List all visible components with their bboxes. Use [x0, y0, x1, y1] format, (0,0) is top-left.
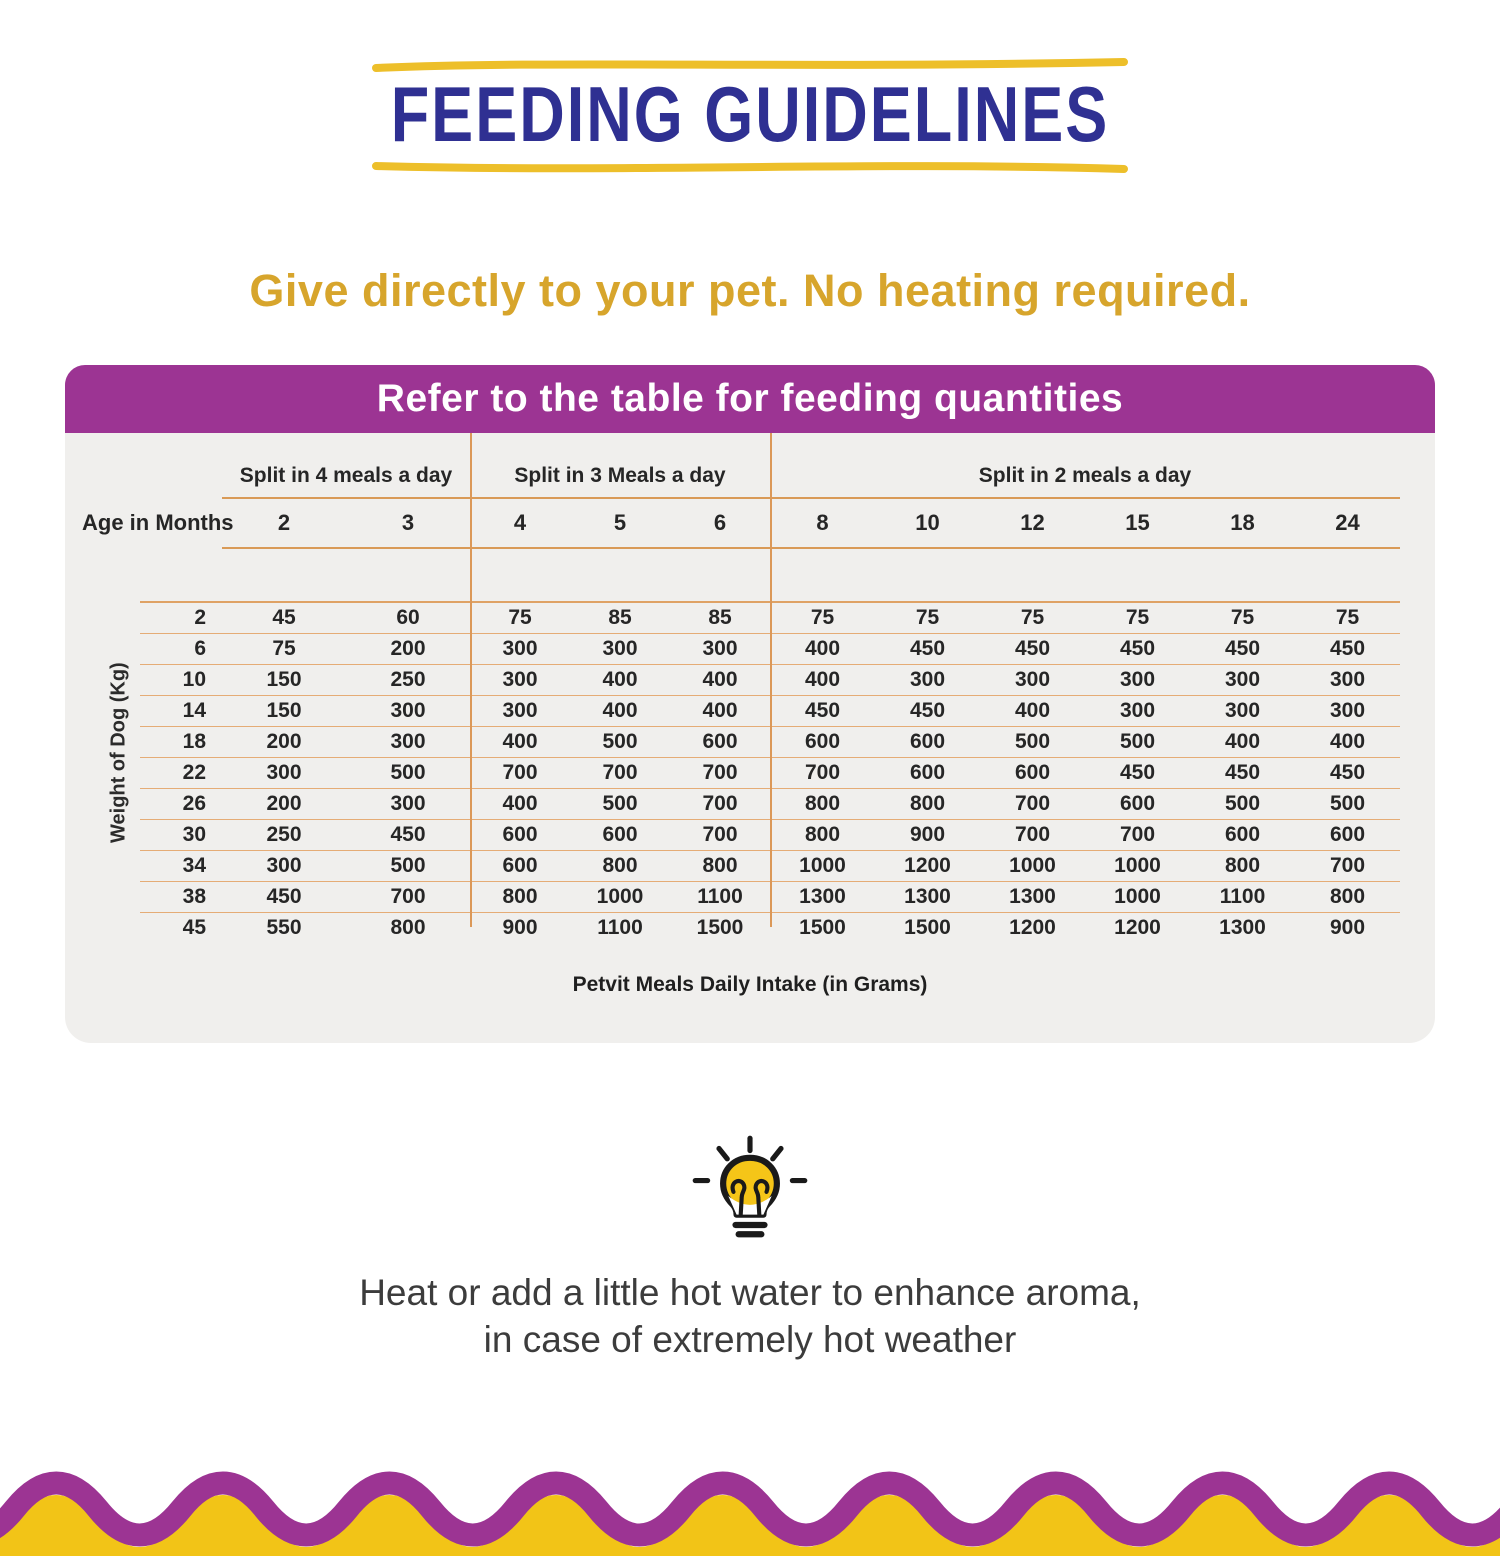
value-cell: 900 — [1329, 916, 1366, 939]
weight-cell: 22 — [140, 758, 222, 789]
value-cell: 600 — [980, 758, 1085, 789]
value-cell: 700 — [470, 758, 570, 789]
value-cell: 400 — [1190, 727, 1295, 758]
value-cell: 450 — [1295, 634, 1400, 665]
value-cell: 700 — [1295, 851, 1400, 882]
value-cell: 250 — [346, 665, 470, 696]
value-cell: 450 — [1190, 634, 1295, 665]
value-cell: 450 — [1085, 634, 1190, 665]
value-cell: 600 — [670, 727, 770, 758]
value-cell: 75 — [470, 603, 570, 634]
value-cell: 1300 — [875, 882, 980, 913]
value-cell: 45 — [222, 603, 346, 634]
value-cell: 500 — [1085, 727, 1190, 758]
value-cell: 600 — [875, 727, 980, 758]
value-cell: 1300 — [980, 882, 1085, 913]
weight-cell: 45 — [182, 916, 206, 939]
tip-line-2: in case of extremely hot weather — [483, 1318, 1017, 1360]
weight-axis-label: Weight of Dog (Kg) — [107, 662, 130, 844]
value-cell: 300 — [470, 696, 570, 727]
tip-line-1: Heat or add a little hot water to enhance aroma, — [359, 1272, 1141, 1313]
group-header-1: Split in 4 meals a day — [222, 433, 470, 499]
value-cell: 800 — [1190, 851, 1295, 882]
weight-cell: 34 — [140, 851, 222, 882]
value-cell: 1100 — [597, 916, 643, 939]
weight-cell: 30 — [140, 820, 222, 851]
value-cell: 150 — [222, 665, 346, 696]
value-cell: 700 — [980, 820, 1085, 851]
value-cell: 400 — [670, 696, 770, 727]
value-cell: 450 — [980, 634, 1085, 665]
weight-cell: 26 — [140, 789, 222, 820]
value-cell: 800 — [670, 851, 770, 882]
weight-cell: 6 — [140, 634, 222, 665]
value-cell: 300 — [1085, 696, 1190, 727]
value-cell: 700 — [670, 789, 770, 820]
tip-text — [0, 1270, 1500, 1363]
value-cell: 700 — [1085, 820, 1190, 851]
group-divider-1 — [470, 433, 472, 927]
value-cell: 75 — [980, 603, 1085, 634]
value-cell: 500 — [980, 727, 1085, 758]
value-cell: 700 — [570, 758, 670, 789]
value-cell: 300 — [670, 634, 770, 665]
value-cell: 150 — [222, 696, 346, 727]
value-cell: 85 — [570, 603, 670, 634]
value-cell: 400 — [670, 665, 770, 696]
age-column-header: 24 — [1295, 499, 1400, 549]
value-cell: 300 — [346, 789, 470, 820]
weight-cell: 2 — [140, 603, 222, 634]
value-cell: 1000 — [980, 851, 1085, 882]
value-cell: 700 — [670, 820, 770, 851]
value-cell: 800 — [875, 789, 980, 820]
value-cell: 500 — [570, 789, 670, 820]
value-cell: 1300 — [1219, 916, 1266, 939]
value-cell: 450 — [1085, 758, 1190, 789]
value-cell: 500 — [346, 758, 470, 789]
value-cell: 300 — [470, 634, 570, 665]
age-column-header: 18 — [1190, 499, 1295, 549]
value-cell: 300 — [1295, 696, 1400, 727]
value-cell: 450 — [875, 634, 980, 665]
value-cell: 300 — [346, 696, 470, 727]
value-cell: 600 — [770, 727, 875, 758]
subtitle: Give directly to your pet. No heating required. — [249, 265, 1251, 316]
value-cell: 200 — [346, 634, 470, 665]
value-cell: 400 — [470, 727, 570, 758]
value-cell: 400 — [770, 665, 875, 696]
value-cell: 400 — [980, 696, 1085, 727]
page-title — [365, 71, 1135, 159]
value-cell: 500 — [346, 851, 470, 882]
value-cell: 600 — [1085, 789, 1190, 820]
page-title-text: FEEDING GUIDELINES — [390, 71, 1110, 159]
value-cell: 75 — [1190, 603, 1295, 634]
weight-cell: 10 — [140, 665, 222, 696]
value-cell: 300 — [1190, 665, 1295, 696]
value-cell: 1200 — [1009, 916, 1056, 939]
value-cell: 200 — [222, 727, 346, 758]
age-column-header: 15 — [1085, 499, 1190, 549]
value-cell: 600 — [875, 758, 980, 789]
weight-cell: 18 — [140, 727, 222, 758]
group-header-2: Split in 3 Meals a day — [470, 433, 770, 499]
value-cell: 300 — [1190, 696, 1295, 727]
feeding-table-card — [65, 365, 1435, 1043]
value-cell: 1100 — [670, 882, 770, 913]
value-cell: 450 — [1295, 758, 1400, 789]
value-cell: 1300 — [770, 882, 875, 913]
value-cell: 800 — [570, 851, 670, 882]
age-column-header: 12 — [980, 499, 1085, 549]
weight-cell: 14 — [140, 696, 222, 727]
value-cell: 200 — [222, 789, 346, 820]
value-cell: 75 — [875, 603, 980, 634]
value-cell: 1100 — [1190, 882, 1295, 913]
value-cell: 75 — [1295, 603, 1400, 634]
value-cell: 450 — [1190, 758, 1295, 789]
value-cell: 800 — [390, 916, 426, 939]
value-cell: 700 — [346, 882, 470, 913]
value-cell: 300 — [1295, 665, 1400, 696]
value-cell: 900 — [875, 820, 980, 851]
value-cell: 300 — [222, 851, 346, 882]
value-cell: 300 — [470, 665, 570, 696]
age-axis-label: Age in Months — [82, 510, 234, 535]
group-divider-2 — [770, 433, 772, 927]
group-header-spacer — [140, 433, 222, 488]
value-cell: 60 — [346, 603, 470, 634]
value-cell: 500 — [1295, 789, 1400, 820]
value-cell: 500 — [1190, 789, 1295, 820]
value-cell: 75 — [770, 603, 875, 634]
tip-section — [0, 1133, 1500, 1363]
table-header-bar: Refer to the table for feeding quantities — [65, 365, 1435, 433]
table-body — [65, 433, 1435, 1043]
value-cell: 600 — [470, 851, 570, 882]
value-cell: 85 — [670, 603, 770, 634]
value-cell: 75 — [222, 634, 346, 665]
weight-cell: 38 — [140, 882, 222, 913]
value-cell: 800 — [470, 882, 570, 913]
value-cell: 300 — [222, 758, 346, 789]
table-caption: Petvit Meals Daily Intake (in Grams) — [572, 973, 928, 996]
value-cell: 450 — [222, 882, 346, 913]
age-column-header: 8 — [770, 499, 875, 549]
group-header-3: Split in 2 meals a day — [770, 433, 1400, 499]
title-block — [365, 56, 1135, 177]
value-cell: 300 — [875, 665, 980, 696]
value-cell: 300 — [346, 727, 470, 758]
value-cell: 400 — [1295, 727, 1400, 758]
value-cell: 600 — [570, 820, 670, 851]
age-column-header: 2 — [222, 499, 346, 549]
value-cell: 450 — [875, 696, 980, 727]
age-column-header: 6 — [670, 499, 770, 549]
value-cell: 1200 — [875, 851, 980, 882]
value-cell: 400 — [570, 665, 670, 696]
age-column-header: 3 — [346, 499, 470, 549]
value-cell: 450 — [770, 696, 875, 727]
value-cell: 600 — [1295, 820, 1400, 851]
value-cell: 1200 — [1114, 916, 1161, 939]
value-cell: 800 — [770, 789, 875, 820]
value-cell: 400 — [470, 789, 570, 820]
value-cell: 700 — [980, 789, 1085, 820]
value-cell: 75 — [1085, 603, 1190, 634]
value-cell: 300 — [980, 665, 1085, 696]
value-cell: 1500 — [799, 916, 846, 939]
value-cell: 1000 — [1085, 851, 1190, 882]
value-cell: 700 — [670, 758, 770, 789]
value-cell: 1500 — [696, 916, 744, 939]
value-cell: 800 — [770, 820, 875, 851]
value-cell: 1000 — [1085, 882, 1190, 913]
value-cell: 700 — [770, 758, 875, 789]
value-cell: 1000 — [770, 851, 875, 882]
age-column-header: 5 — [570, 499, 670, 549]
value-cell: 1500 — [904, 916, 951, 939]
squiggle-line-bottom — [370, 159, 1130, 177]
value-cell: 900 — [502, 916, 538, 939]
value-cell: 300 — [1085, 665, 1190, 696]
value-cell: 500 — [570, 727, 670, 758]
value-cell: 800 — [1295, 882, 1400, 913]
lightbulb-icon — [688, 1133, 812, 1257]
wave-border-decoration — [0, 1441, 1500, 1556]
value-cell: 1000 — [570, 882, 670, 913]
age-column-header: 4 — [470, 499, 570, 549]
age-column-header: 10 — [875, 499, 980, 549]
value-cell: 400 — [570, 696, 670, 727]
value-cell: 300 — [570, 634, 670, 665]
value-cell: 250 — [222, 820, 346, 851]
value-cell: 450 — [346, 820, 470, 851]
value-cell: 600 — [470, 820, 570, 851]
value-cell: 600 — [1190, 820, 1295, 851]
value-cell: 550 — [266, 916, 302, 939]
value-cell: 400 — [770, 634, 875, 665]
